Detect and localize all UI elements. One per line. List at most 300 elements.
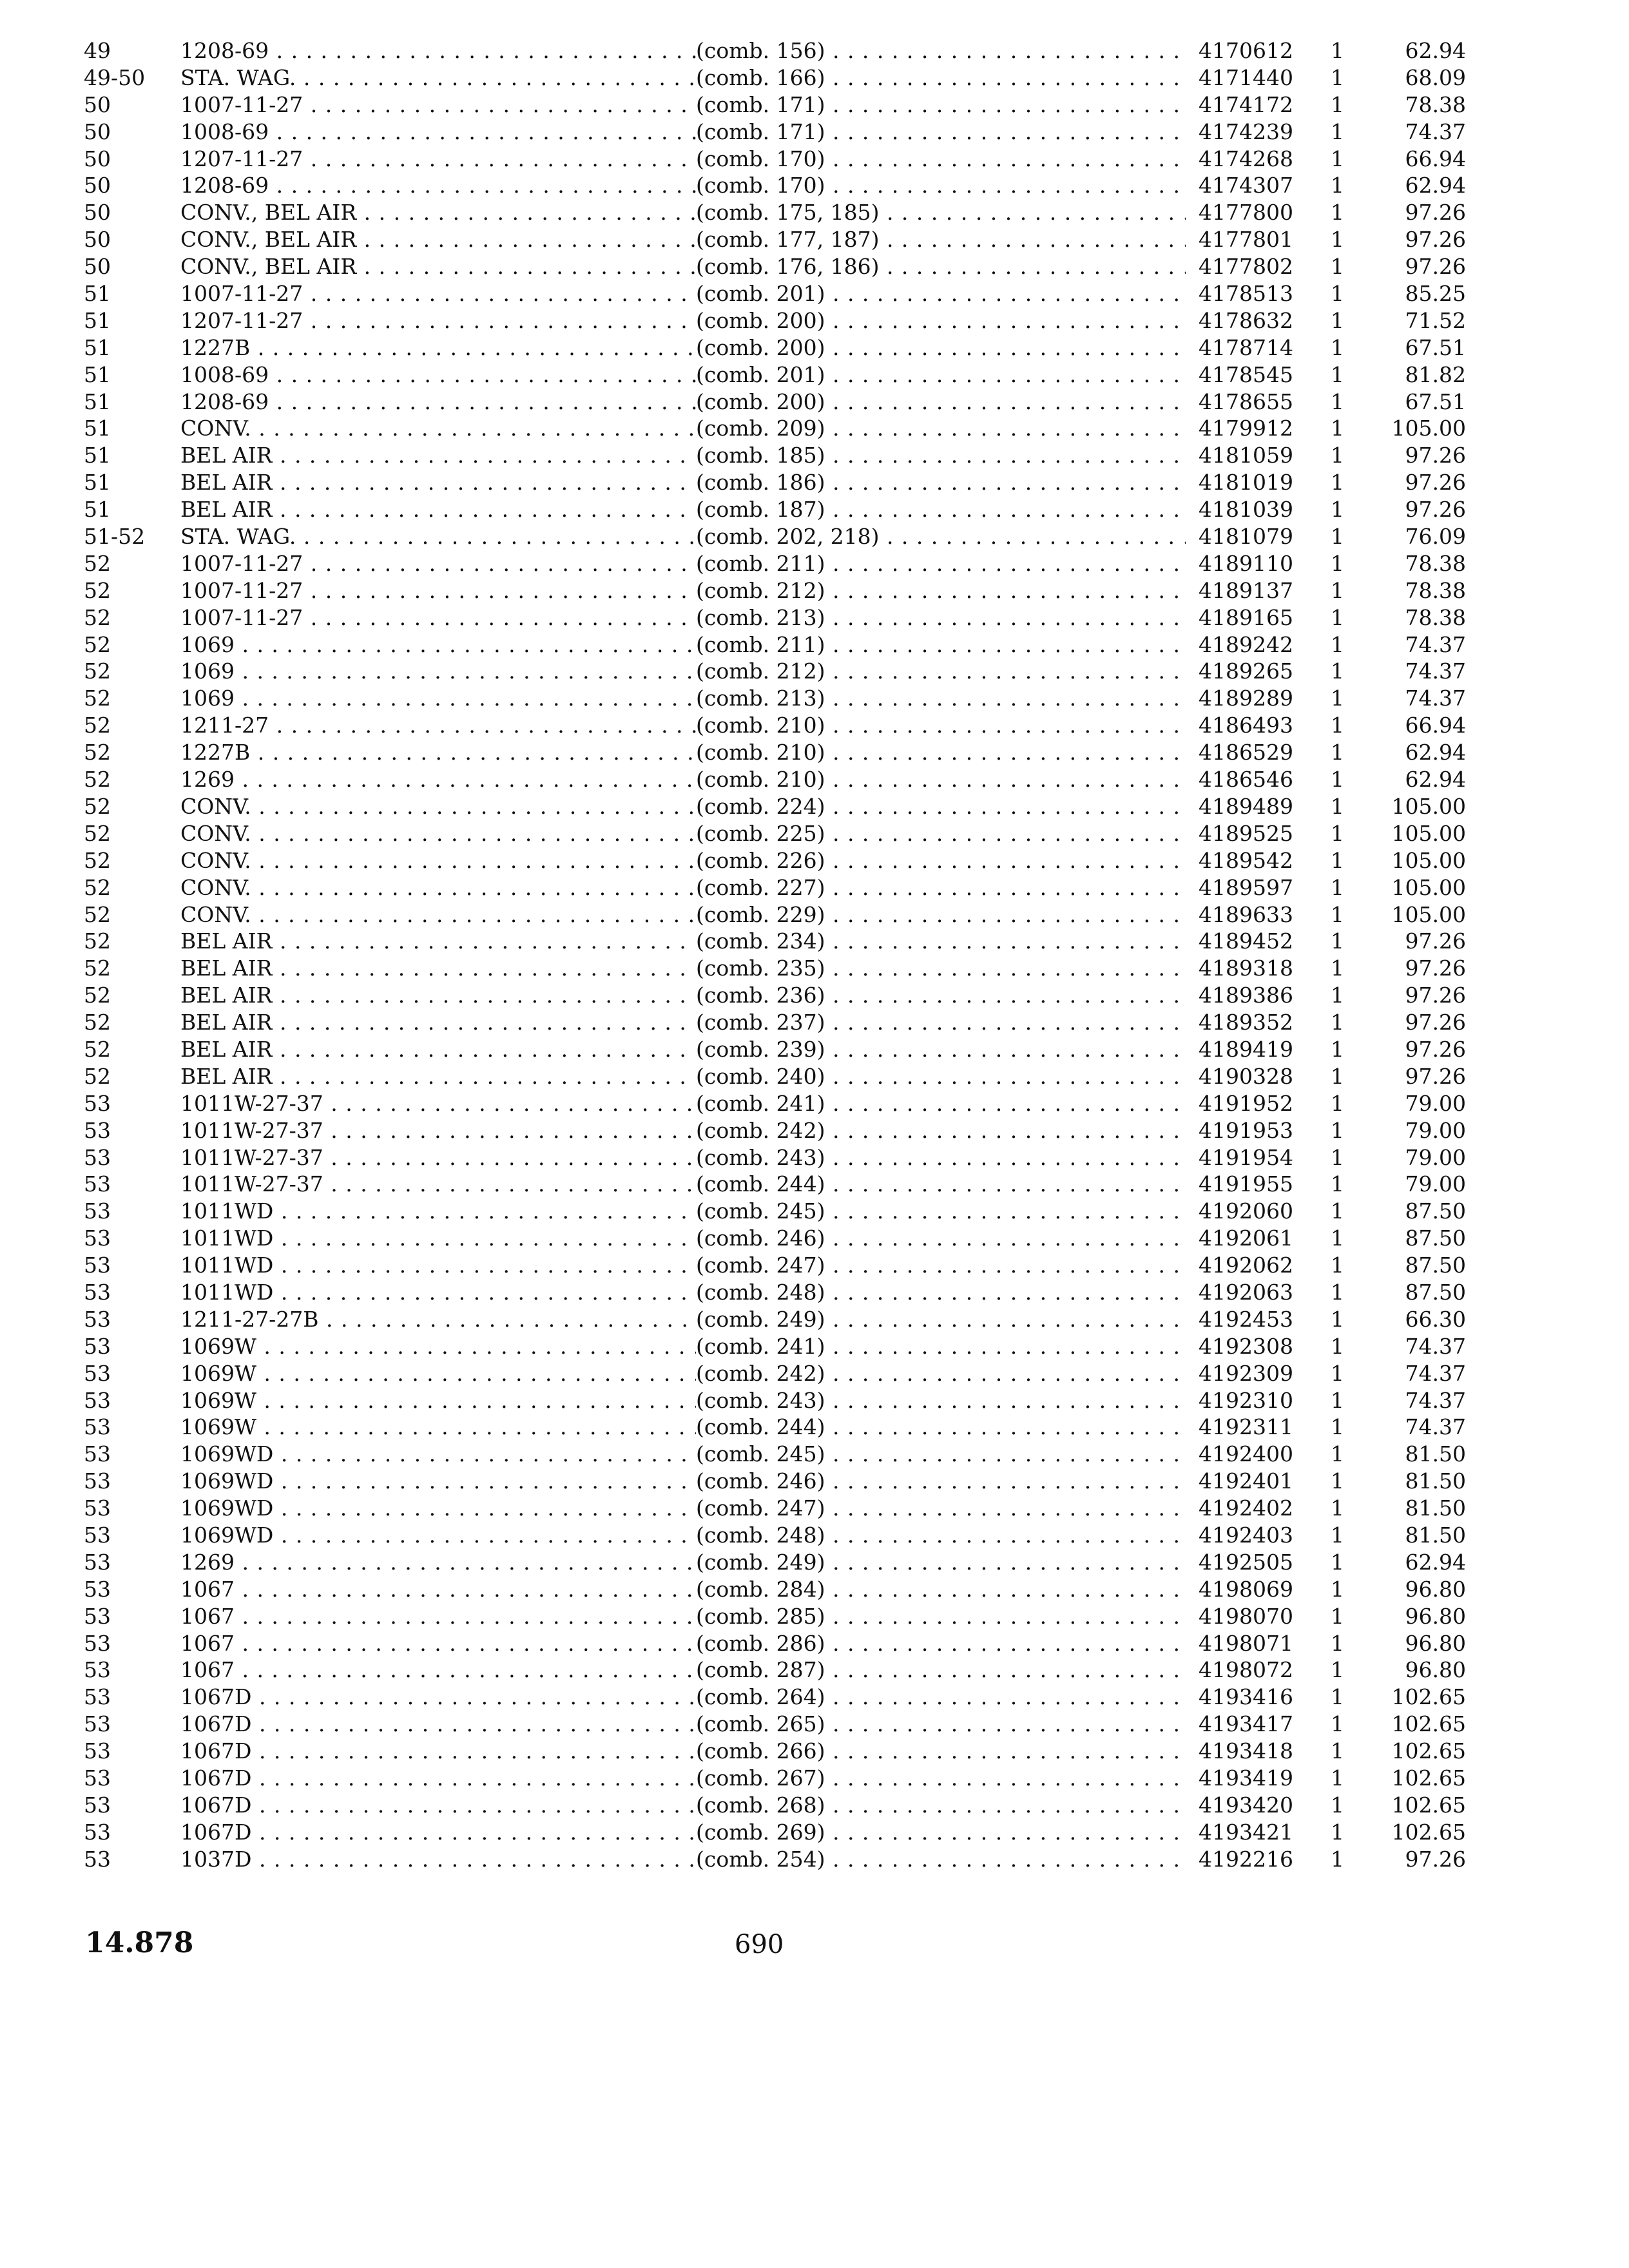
part-number-cell: 4191955 [1199, 1171, 1293, 1197]
year-cell: 53 [84, 1387, 111, 1413]
model-cell: 1011W-27-37 . . . [180, 1117, 696, 1144]
year-cell: 52 [84, 740, 111, 765]
combination-cell: (comb. 239) . . . [696, 1036, 1186, 1063]
combination-cell: (comb. 241) . . . [696, 1090, 1186, 1117]
quantity-cell: 1 [1331, 1657, 1344, 1683]
combination-cell: (comb. 175, 185) . . . [696, 199, 1186, 226]
combination-cell: (comb. 284) . . . [696, 1576, 1186, 1603]
model-cell: 1069WD . . . [180, 1468, 696, 1495]
price-cell: 102.65 [1391, 1711, 1466, 1737]
table-row [84, 442, 1466, 469]
quantity-cell: 1 [1331, 524, 1344, 550]
model-cell: 1208-69 . . . [180, 172, 696, 199]
page-number: 690 [735, 1930, 784, 1959]
year-cell: 53 [84, 1333, 111, 1359]
quantity-cell: 1 [1331, 1360, 1344, 1386]
year-cell: 53 [84, 1414, 111, 1440]
quantity-cell: 1 [1331, 1253, 1344, 1278]
model-cell: 1011W-27-37 . . . [180, 1090, 696, 1117]
combination-cell: (comb. 185) . . . [696, 442, 1186, 469]
price-cell: 102.65 [1391, 1765, 1466, 1791]
part-number-cell: 4189452 [1199, 928, 1293, 954]
model-cell: 1211-27-27B . . . [180, 1306, 696, 1333]
combination-cell: (comb. 166) . . . [696, 64, 1186, 91]
year-cell: 52 [84, 577, 111, 603]
year-cell: 51 [84, 443, 111, 468]
year-cell: 52 [84, 686, 111, 711]
combination-cell: (comb. 211) . . . [696, 631, 1186, 658]
part-number-cell: 4189489 [1199, 793, 1293, 819]
quantity-cell: 1 [1331, 173, 1344, 198]
part-number-cell: 4198070 [1199, 1603, 1293, 1629]
price-cell: 78.38 [1405, 577, 1466, 603]
combination-cell: (comb. 170) . . . [696, 172, 1186, 199]
year-cell: 53 [84, 1657, 111, 1683]
part-number-cell: 4192308 [1199, 1333, 1293, 1359]
year-cell: 51 [84, 307, 111, 333]
model-cell: 1069WD . . . [180, 1522, 696, 1549]
year-cell: 52 [84, 956, 111, 981]
part-number-cell: 4198071 [1199, 1630, 1293, 1656]
quantity-cell: 1 [1331, 281, 1344, 307]
part-number-cell: 4189597 [1199, 874, 1293, 900]
combination-cell: (comb. 246) . . . [696, 1468, 1186, 1495]
table-row [84, 1387, 1466, 1414]
table-row [84, 1765, 1466, 1792]
quantity-cell: 1 [1331, 793, 1344, 819]
price-cell: 74.37 [1405, 1360, 1466, 1386]
price-cell: 66.94 [1405, 713, 1466, 738]
price-cell: 105.00 [1391, 901, 1466, 927]
model-cell: 1069 . . . [180, 631, 696, 658]
table-row [84, 712, 1466, 739]
table-row [84, 253, 1466, 280]
price-cell: 87.50 [1405, 1225, 1466, 1251]
price-cell: 71.52 [1405, 307, 1466, 333]
model-cell: CONV. . . . [180, 847, 696, 874]
part-number-cell: 4192060 [1199, 1198, 1293, 1224]
price-cell: 97.26 [1405, 1036, 1466, 1062]
table-row [84, 1495, 1466, 1522]
year-cell: 50 [84, 146, 111, 171]
price-cell: 62.94 [1405, 173, 1466, 198]
year-cell: 52 [84, 767, 111, 793]
part-number-cell: 4192401 [1199, 1468, 1293, 1494]
model-cell: 1227B . . . [180, 334, 696, 361]
quantity-cell: 1 [1331, 334, 1344, 360]
year-cell: 52 [84, 1063, 111, 1089]
model-cell: BEL AIR . . . [180, 928, 696, 955]
table-row [84, 1792, 1466, 1819]
combination-cell: (comb. 287) . . . [696, 1657, 1186, 1684]
price-cell: 105.00 [1391, 793, 1466, 819]
combination-cell: (comb. 213) . . . [696, 604, 1186, 631]
combination-cell: (comb. 241) . . . [696, 1333, 1186, 1360]
part-number-cell: 4198069 [1199, 1576, 1293, 1602]
price-cell: 81.50 [1405, 1495, 1466, 1521]
year-cell: 52 [84, 713, 111, 738]
part-number-cell: 4177801 [1199, 227, 1293, 253]
quantity-cell: 1 [1331, 119, 1344, 144]
combination-cell: (comb. 249) . . . [696, 1549, 1186, 1576]
part-number-cell: 4192505 [1199, 1549, 1293, 1575]
price-cell: 85.25 [1405, 281, 1466, 307]
price-cell: 79.00 [1405, 1144, 1466, 1170]
quantity-cell: 1 [1331, 1549, 1344, 1575]
year-cell: 53 [84, 1441, 111, 1467]
year-cell: 53 [84, 1144, 111, 1170]
model-cell: CONV. . . . [180, 415, 696, 442]
table-row [84, 1603, 1466, 1630]
year-cell: 51 [84, 497, 111, 523]
year-cell: 52 [84, 847, 111, 873]
price-cell: 102.65 [1391, 1684, 1466, 1710]
combination-cell: (comb. 243) . . . [696, 1144, 1186, 1171]
table-row [84, 307, 1466, 334]
price-cell: 62.94 [1405, 740, 1466, 765]
model-cell: 1069W . . . [180, 1333, 696, 1360]
model-cell: 1069W . . . [180, 1360, 696, 1387]
combination-cell: (comb. 200) . . . [696, 389, 1186, 416]
year-cell: 52 [84, 901, 111, 927]
quantity-cell: 1 [1331, 91, 1344, 117]
table-row [84, 685, 1466, 712]
quantity-cell: 1 [1331, 1576, 1344, 1602]
part-number-cell: 4193418 [1199, 1738, 1293, 1764]
year-cell: 49 [84, 38, 111, 63]
part-number-cell: 4193416 [1199, 1684, 1293, 1710]
part-number-cell: 4192310 [1199, 1387, 1293, 1413]
model-cell: CONV. . . . [180, 793, 696, 820]
model-cell: STA. WAG. . . . [180, 64, 696, 91]
model-cell: 1011WD . . . [180, 1279, 696, 1306]
quantity-cell: 1 [1331, 64, 1344, 90]
price-cell: 87.50 [1405, 1279, 1466, 1305]
price-cell: 105.00 [1391, 416, 1466, 441]
part-number-cell: 4190328 [1199, 1063, 1293, 1089]
table-row [84, 280, 1466, 307]
part-number-cell: 4189352 [1199, 1010, 1293, 1035]
quantity-cell: 1 [1331, 1171, 1344, 1197]
year-cell: 53 [84, 1253, 111, 1278]
price-cell: 96.80 [1405, 1603, 1466, 1629]
part-number-cell: 4189542 [1199, 847, 1293, 873]
model-cell: 1207-11-27 . . . [180, 146, 696, 173]
quantity-cell: 1 [1331, 983, 1344, 1008]
price-cell: 97.26 [1405, 254, 1466, 280]
part-number-cell: 4192309 [1199, 1360, 1293, 1386]
model-cell: CONV. . . . [180, 820, 696, 847]
table-row [84, 1090, 1466, 1117]
price-cell: 105.00 [1391, 874, 1466, 900]
price-cell: 74.37 [1405, 1414, 1466, 1440]
part-number-cell: 4193421 [1199, 1819, 1293, 1845]
combination-cell: (comb. 264) . . . [696, 1684, 1186, 1711]
price-cell: 66.94 [1405, 146, 1466, 171]
combination-cell: (comb. 248) . . . [696, 1279, 1186, 1306]
price-cell: 97.26 [1405, 1063, 1466, 1089]
price-cell: 97.26 [1405, 227, 1466, 253]
part-number-cell: 4189165 [1199, 604, 1293, 630]
part-number-cell: 4192062 [1199, 1253, 1293, 1278]
year-cell: 53 [84, 1522, 111, 1548]
price-cell: 79.00 [1405, 1117, 1466, 1143]
part-number-cell: 4191954 [1199, 1144, 1293, 1170]
combination-cell: (comb. 156) . . . [696, 37, 1186, 64]
quantity-cell: 1 [1331, 38, 1344, 63]
combination-cell: (comb. 286) . . . [696, 1630, 1186, 1657]
model-cell: BEL AIR . . . [180, 469, 696, 496]
price-cell: 96.80 [1405, 1657, 1466, 1683]
price-cell: 97.26 [1405, 443, 1466, 468]
price-cell: 97.26 [1405, 928, 1466, 954]
combination-cell: (comb. 201) . . . [696, 280, 1186, 307]
combination-cell: (comb. 242) . . . [696, 1360, 1186, 1387]
quantity-cell: 1 [1331, 740, 1344, 765]
year-cell: 53 [84, 1090, 111, 1116]
combination-cell: (comb. 171) . . . [696, 119, 1186, 146]
year-cell: 53 [84, 1630, 111, 1656]
combination-cell: (comb. 245) . . . [696, 1441, 1186, 1468]
model-cell: 1008-69 . . . [180, 361, 696, 389]
quantity-cell: 1 [1331, 361, 1344, 387]
table-row [84, 928, 1466, 955]
price-cell: 74.37 [1405, 631, 1466, 657]
table-row [84, 1009, 1466, 1036]
model-cell: 1207-11-27 . . . [180, 307, 696, 334]
model-cell: 1227B . . . [180, 739, 696, 766]
year-cell: 51-52 [84, 524, 146, 550]
year-cell: 51 [84, 416, 111, 441]
year-cell: 53 [84, 1549, 111, 1575]
table-row [84, 199, 1466, 226]
part-number-cell: 4178632 [1199, 307, 1293, 333]
section-number: 14.878 [85, 1927, 194, 1959]
price-cell: 87.50 [1405, 1198, 1466, 1224]
year-cell: 50 [84, 119, 111, 144]
part-number-cell: 4192061 [1199, 1225, 1293, 1251]
table-row [84, 1522, 1466, 1549]
part-number-cell: 4193420 [1199, 1792, 1293, 1818]
model-cell: 1067D . . . [180, 1738, 696, 1765]
part-number-cell: 4174307 [1199, 173, 1293, 198]
year-cell: 53 [84, 1684, 111, 1710]
quantity-cell: 1 [1331, 874, 1344, 900]
table-row [84, 658, 1466, 685]
price-cell: 105.00 [1391, 847, 1466, 873]
table-row [84, 982, 1466, 1009]
year-cell: 53 [84, 1360, 111, 1386]
quantity-cell: 1 [1331, 1090, 1344, 1116]
combination-cell: (comb. 237) . . . [696, 1009, 1186, 1036]
year-cell: 53 [84, 1819, 111, 1845]
table-row [84, 1225, 1466, 1252]
price-cell: 74.37 [1405, 658, 1466, 684]
combination-cell: (comb. 176, 186) . . . [696, 253, 1186, 280]
part-number-cell: 4177800 [1199, 200, 1293, 226]
price-cell: 78.38 [1405, 550, 1466, 576]
part-number-cell: 4178655 [1199, 389, 1293, 414]
combination-cell: (comb. 268) . . . [696, 1792, 1186, 1819]
price-cell: 97.26 [1405, 983, 1466, 1008]
combination-cell: (comb. 242) . . . [696, 1117, 1186, 1144]
table-row [84, 37, 1466, 64]
year-cell: 53 [84, 1495, 111, 1521]
combination-cell: (comb. 269) . . . [696, 1819, 1186, 1846]
model-cell: 1269 . . . [180, 1549, 696, 1576]
year-cell: 52 [84, 604, 111, 630]
year-cell: 52 [84, 874, 111, 900]
quantity-cell: 1 [1331, 1630, 1344, 1656]
quantity-cell: 1 [1331, 1819, 1344, 1845]
part-number-cell: 4177802 [1199, 254, 1293, 280]
table-row [84, 226, 1466, 253]
model-cell: CONV. . . . [180, 901, 696, 928]
combination-cell: (comb. 210) . . . [696, 712, 1186, 739]
table-row [84, 1063, 1466, 1090]
table-row [84, 1819, 1466, 1846]
quantity-cell: 1 [1331, 1603, 1344, 1629]
model-cell: BEL AIR . . . [180, 1009, 696, 1036]
model-cell: CONV., BEL AIR . . . [180, 226, 696, 253]
year-cell: 51 [84, 389, 111, 414]
quantity-cell: 1 [1331, 1333, 1344, 1359]
year-cell: 53 [84, 1468, 111, 1494]
quantity-cell: 1 [1331, 1684, 1344, 1710]
price-cell: 62.94 [1405, 767, 1466, 793]
model-cell: BEL AIR . . . [180, 442, 696, 469]
model-cell: 1007-11-27 . . . [180, 280, 696, 307]
year-cell: 49-50 [84, 64, 146, 90]
part-number-cell: 4186529 [1199, 740, 1293, 765]
quantity-cell: 1 [1331, 577, 1344, 603]
combination-cell: (comb. 227) . . . [696, 874, 1186, 901]
model-cell: CONV., BEL AIR . . . [180, 199, 696, 226]
model-cell: 1067D . . . [180, 1792, 696, 1819]
part-number-cell: 4181039 [1199, 497, 1293, 523]
combination-cell: (comb. 187) . . . [696, 496, 1186, 523]
year-cell: 50 [84, 200, 111, 226]
quantity-cell: 1 [1331, 254, 1344, 280]
part-number-cell: 4189137 [1199, 577, 1293, 603]
combination-cell: (comb. 285) . . . [696, 1603, 1186, 1630]
parts-table [84, 37, 1466, 1873]
price-cell: 97.26 [1405, 956, 1466, 981]
quantity-cell: 1 [1331, 146, 1344, 171]
part-number-cell: 4192402 [1199, 1495, 1293, 1521]
part-number-cell: 4191953 [1199, 1117, 1293, 1143]
combination-cell: (comb. 265) . . . [696, 1711, 1186, 1738]
price-cell: 81.50 [1405, 1468, 1466, 1494]
price-cell: 81.50 [1405, 1522, 1466, 1548]
year-cell: 50 [84, 91, 111, 117]
model-cell: 1067D . . . [180, 1711, 696, 1738]
quantity-cell: 1 [1331, 389, 1344, 414]
price-cell: 97.26 [1405, 497, 1466, 523]
year-cell: 51 [84, 470, 111, 495]
model-cell: 1067D . . . [180, 1684, 696, 1711]
price-cell: 62.94 [1405, 1549, 1466, 1575]
year-cell: 53 [84, 1738, 111, 1764]
quantity-cell: 1 [1331, 1010, 1344, 1035]
table-row [84, 496, 1466, 523]
price-cell: 78.38 [1405, 91, 1466, 117]
part-number-cell: 4171440 [1199, 64, 1293, 90]
model-cell: 1067 . . . [180, 1657, 696, 1684]
price-cell: 76.09 [1405, 524, 1466, 550]
quantity-cell: 1 [1331, 416, 1344, 441]
combination-cell: (comb. 177, 187) . . . [696, 226, 1186, 253]
combination-cell: (comb. 224) . . . [696, 793, 1186, 820]
quantity-cell: 1 [1331, 1387, 1344, 1413]
table-row [84, 415, 1466, 442]
model-cell: 1011W-27-37 . . . [180, 1171, 696, 1198]
year-cell: 53 [84, 1603, 111, 1629]
table-row [84, 1036, 1466, 1063]
combination-cell: (comb. 170) . . . [696, 146, 1186, 173]
price-cell: 74.37 [1405, 1387, 1466, 1413]
quantity-cell: 1 [1331, 1117, 1344, 1143]
model-cell: 1069W . . . [180, 1387, 696, 1414]
part-number-cell: 4192063 [1199, 1279, 1293, 1305]
table-row [84, 1306, 1466, 1333]
year-cell: 53 [84, 1846, 111, 1872]
year-cell: 51 [84, 334, 111, 360]
year-cell: 51 [84, 281, 111, 307]
year-cell: 52 [84, 550, 111, 576]
model-cell: 1007-11-27 . . . [180, 577, 696, 604]
combination-cell: (comb. 267) . . . [696, 1765, 1186, 1792]
table-row [84, 1441, 1466, 1468]
model-cell: 1208-69 . . . [180, 389, 696, 416]
year-cell: 52 [84, 1010, 111, 1035]
price-cell: 79.00 [1405, 1171, 1466, 1197]
part-number-cell: 4198072 [1199, 1657, 1293, 1683]
table-row [84, 739, 1466, 766]
quantity-cell: 1 [1331, 956, 1344, 981]
quantity-cell: 1 [1331, 631, 1344, 657]
quantity-cell: 1 [1331, 604, 1344, 630]
price-cell: 74.37 [1405, 686, 1466, 711]
model-cell: BEL AIR . . . [180, 496, 696, 523]
part-number-cell: 4186546 [1199, 767, 1293, 793]
year-cell: 52 [84, 631, 111, 657]
combination-cell: (comb. 247) . . . [696, 1252, 1186, 1279]
price-cell: 102.65 [1391, 1792, 1466, 1818]
model-cell: 1069 . . . [180, 658, 696, 685]
model-cell: BEL AIR . . . [180, 982, 696, 1009]
model-cell: BEL AIR . . . [180, 1036, 696, 1063]
part-number-cell: 4189265 [1199, 658, 1293, 684]
part-number-cell: 4189289 [1199, 686, 1293, 711]
table-row [84, 361, 1466, 389]
model-cell: 1007-11-27 . . . [180, 91, 696, 119]
model-cell: 1069W . . . [180, 1414, 696, 1441]
combination-cell: (comb. 209) . . . [696, 415, 1186, 442]
table-row [84, 766, 1466, 793]
table-row [84, 1198, 1466, 1225]
table-row [84, 1414, 1466, 1441]
combination-cell: (comb. 236) . . . [696, 982, 1186, 1009]
year-cell: 50 [84, 227, 111, 253]
quantity-cell: 1 [1331, 1306, 1344, 1332]
combination-cell: (comb. 210) . . . [696, 739, 1186, 766]
model-cell: 1067 . . . [180, 1576, 696, 1603]
part-number-cell: 4192400 [1199, 1441, 1293, 1467]
year-cell: 53 [84, 1765, 111, 1791]
model-cell: 1067D . . . [180, 1765, 696, 1792]
year-cell: 50 [84, 254, 111, 280]
